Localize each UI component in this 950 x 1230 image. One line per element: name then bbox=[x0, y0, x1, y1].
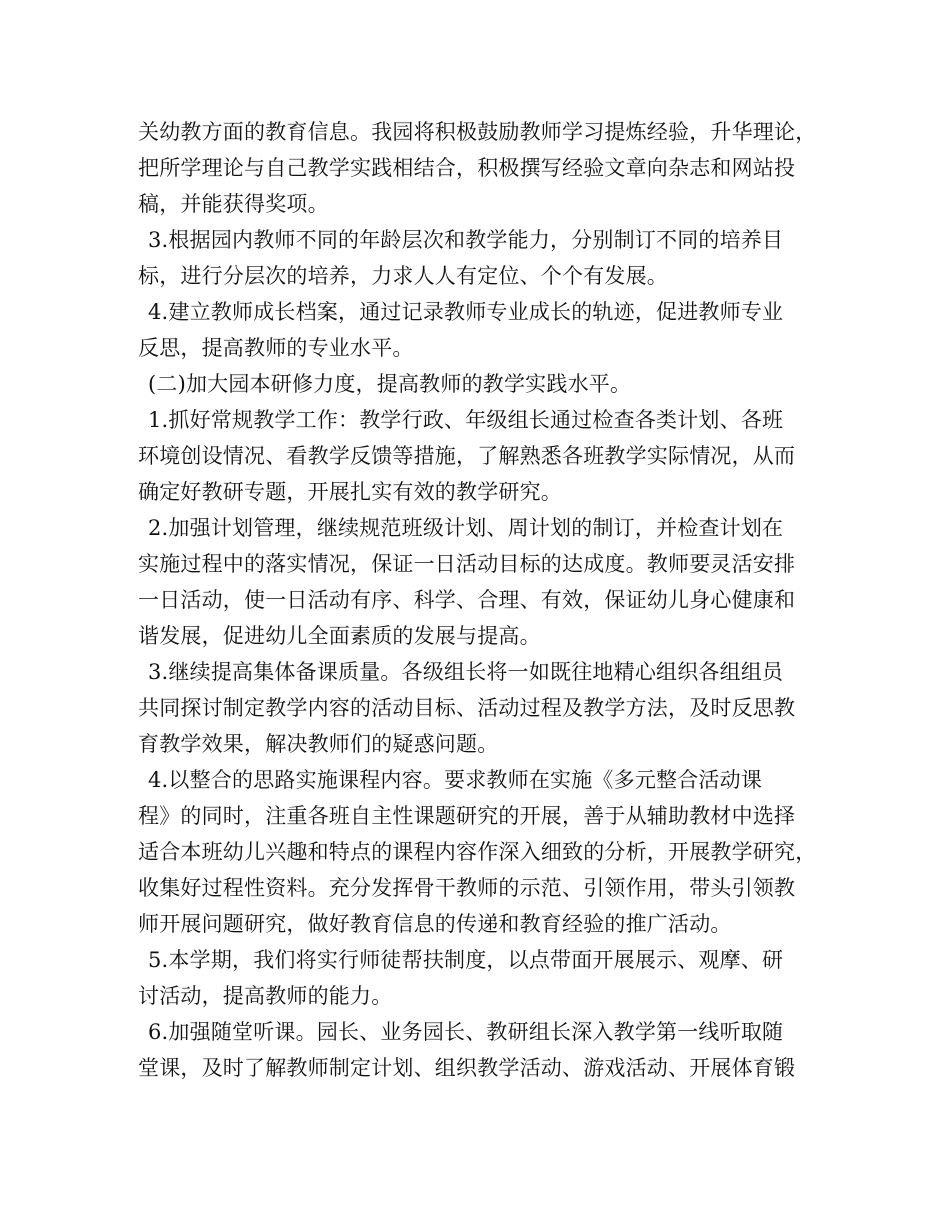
text-line: 4.建立教师成长档案，通过记录教师专业成长的轨迹，促进教师专业 bbox=[148, 300, 784, 324]
text-line: 实施过程中的落实情况，保证一日活动目标的达成度。教师要灵活安排 bbox=[138, 552, 796, 576]
text-line: 把所学理论与自己教学实践相结合，积极撰写经验文章向杂志和网站投 bbox=[138, 156, 796, 180]
text-line: 6.加强随堂听课。园长、业务园长、教研组长深入教学第一线听取随 bbox=[148, 1020, 784, 1044]
text-line: 共同探讨制定教学内容的活动目标、活动过程及教学方法，及时反思教 bbox=[138, 696, 796, 720]
text-line: 2.加强计划管理，继续规范班级计划、周计划的制订，并检查计划在 bbox=[148, 516, 784, 540]
document-body bbox=[138, 114, 828, 1086]
text-line: 环境创设情况、看教学反馈等措施，了解熟悉各班教学实际情况，从而 bbox=[138, 444, 796, 468]
text-line: 4.以整合的思路实施课程内容。要求教师在实施《多元整合活动课 bbox=[148, 768, 763, 792]
section-heading: (二)加大园本研修力度，提高教师的教学实践水平。 bbox=[148, 372, 632, 396]
text-line: 一日活动，使一日活动有序、科学、合理、有效，保证幼儿身心健康和 bbox=[138, 588, 796, 612]
text-line: 适合本班幼儿兴趣和特点的课程内容作深入细致的分析，开展教学研究， bbox=[138, 840, 817, 864]
text-line: 稿，并能获得奖项。 bbox=[138, 192, 329, 216]
text-line: 程》的同时，注重各班自主性课题研究的开展，善于从辅助教材中选择 bbox=[138, 804, 796, 828]
text-line: 标，进行分层次的培养，力求人人有定位、个个有发展。 bbox=[138, 264, 668, 288]
text-line: 讨活动，提高教师的能力。 bbox=[138, 984, 393, 1008]
text-line: 收集好过程性资料。充分发挥骨干教师的示范、引领作用，带头引领教 bbox=[138, 876, 796, 900]
text-line: 5.本学期，我们将实行师徒帮扶制度，以点带面开展展示、观摩、研 bbox=[148, 948, 784, 972]
text-line: 谐发展，促进幼儿全面素质的发展与提高。 bbox=[138, 624, 541, 648]
text-line: 3.根据园内教师不同的年龄层次和教学能力，分别制订不同的培养目 bbox=[148, 228, 784, 252]
text-line: 3.继续提高集体备课质量。各级组长将一如既往地精心组织各组组员 bbox=[148, 660, 784, 684]
text-line: 反思，提高教师的专业水平。 bbox=[138, 336, 414, 360]
text-line: 1.抓好常规教学工作：教学行政、年级组长通过检查各类计划、各班 bbox=[148, 408, 784, 432]
text-line: 师开展问题研究，做好教育信息的传递和教育经验的推广活动。 bbox=[138, 912, 732, 936]
text-line: 堂课，及时了解教师制定计划、组织教学活动、游戏活动、开展体育锻 bbox=[138, 1056, 796, 1080]
text-line: 关幼教方面的教育信息。我园将积极鼓励教师学习提炼经验，升华理论， bbox=[138, 120, 817, 144]
text-line: 确定好教研专题，开展扎实有效的教学研究。 bbox=[138, 480, 562, 504]
text-line: 育教学效果，解决教师们的疑惑问题。 bbox=[138, 732, 499, 756]
